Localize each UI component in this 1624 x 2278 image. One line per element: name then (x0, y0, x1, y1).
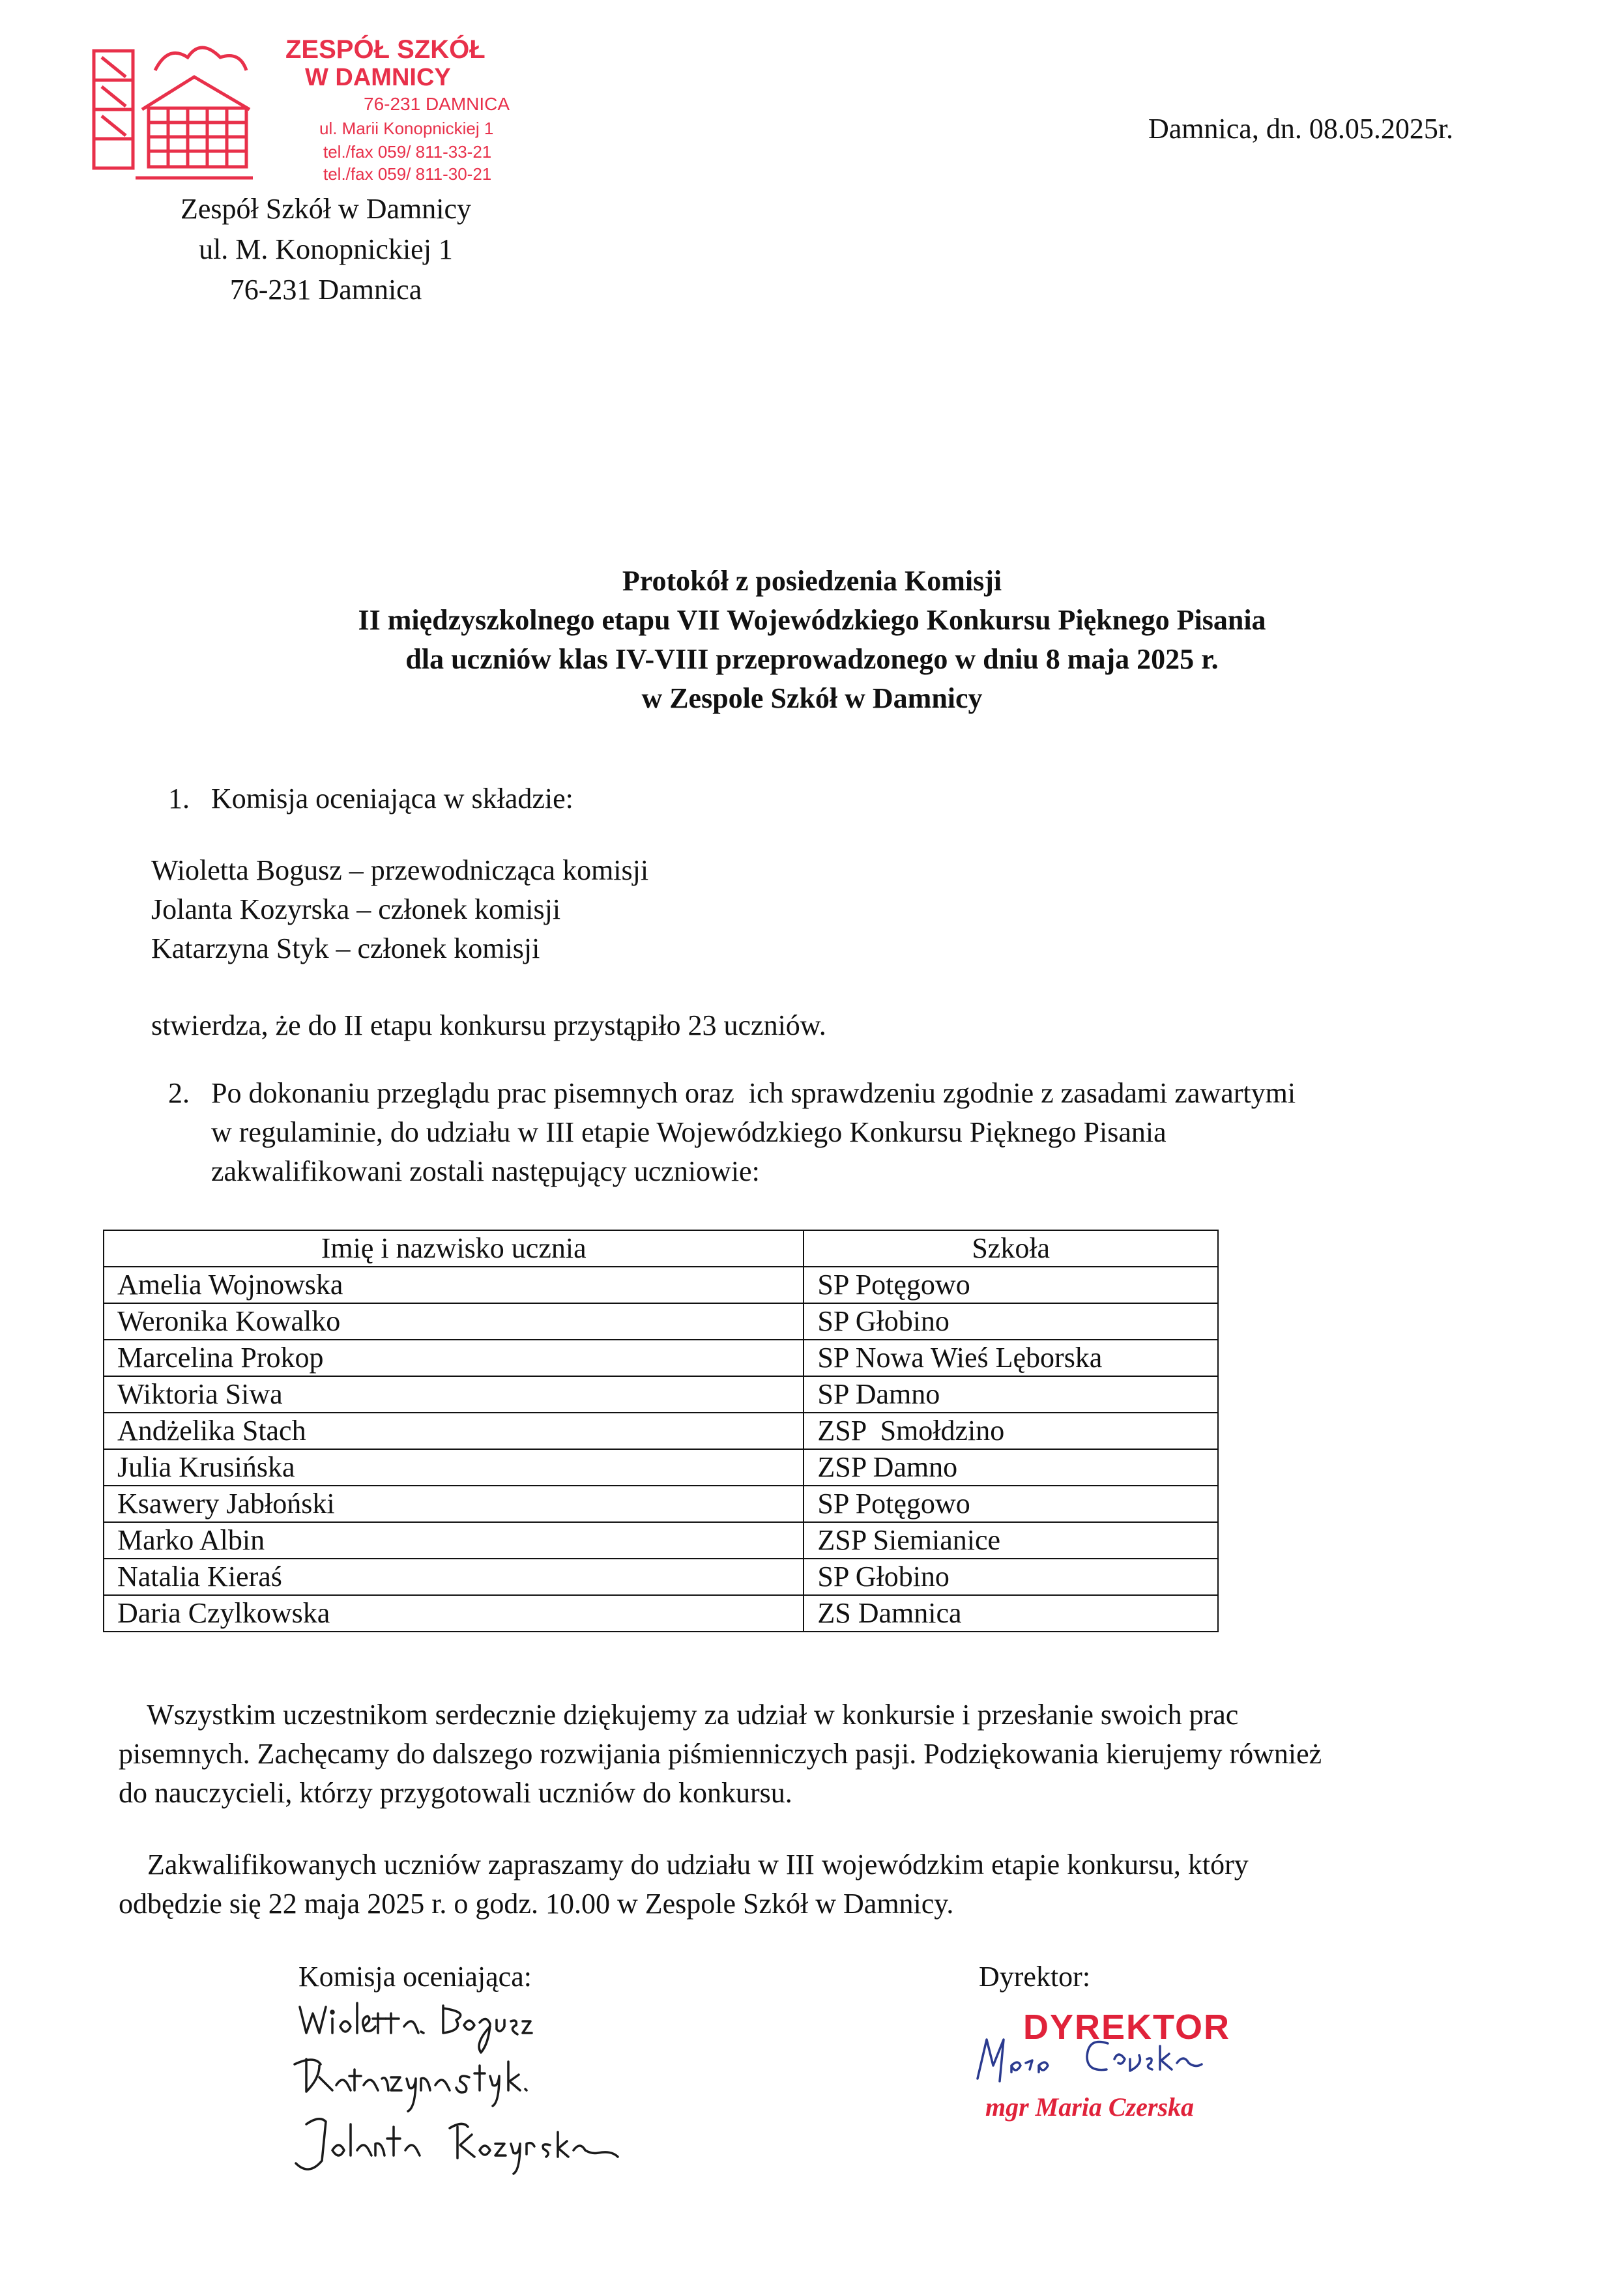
student-school: SP Głobino (804, 1303, 1218, 1340)
student-school: ZS Damnica (804, 1595, 1218, 1632)
student-school: ZSP Damno (804, 1449, 1218, 1486)
committee-member: Wioletta Bogusz – przewodnicząca komisji (151, 854, 649, 886)
signature-katarzyna-styk (295, 2059, 527, 2111)
title-line-2: II międzyszkolnego etapu VII Wojewódzkiego Konkursu Pięknego Pisania (358, 604, 1266, 636)
section-1-heading: 1. Komisja oceniająca w składzie: (168, 783, 573, 815)
title-line-1: Protokół z posiedzenia Komisji (622, 565, 1002, 597)
student-name: Ksawery Jabłoński (104, 1486, 804, 1522)
director-label: Dyrektor: (979, 1961, 1091, 1993)
table-row (104, 1267, 1218, 1303)
table-row (104, 1340, 1218, 1376)
table-row (104, 1376, 1218, 1413)
student-school: SP Potęgowo (804, 1486, 1218, 1522)
table-row (104, 1595, 1218, 1632)
student-school: SP Głobino (804, 1559, 1218, 1595)
table-row (104, 1559, 1218, 1595)
stamp-line-phone1: tel./fax 059/ 811-33-21 (323, 142, 492, 162)
student-name: Daria Czylkowska (104, 1595, 804, 1632)
title-line-4: w Zespole Szkół w Damnicy (641, 682, 983, 714)
student-name: Amelia Wojnowska (104, 1267, 804, 1303)
paragraph-line: odbędzie się 22 maja 2025 r. o godz. 10.00 w Zespole Szkół w Damnicy. (119, 1888, 954, 1920)
column-header-name: Imię i nazwisko ucznia (104, 1230, 804, 1267)
committee-member: Jolanta Kozyrska – członek komisji (151, 893, 561, 925)
table-row (104, 1303, 1218, 1340)
director-stamp-title: DYREKTOR (1023, 2008, 1231, 2047)
student-school: ZSP Smołdzino (804, 1413, 1218, 1449)
committee-member: Katarzyna Styk – członek komisji (151, 932, 540, 964)
sender-city: 76-231 Damnica (229, 274, 422, 306)
table-header-row (104, 1230, 1218, 1267)
student-name: Wiktoria Siwa (104, 1376, 804, 1413)
section-2-line: 2. Po dokonaniu przeglądu prac pisemnych oraz ich sprawdzeniu zgodnie z zasadami zawartymi (168, 1077, 1296, 1109)
paragraph-line: pisemnych. Zachęcamy do dalszego rozwijania piśmienniczych pasji. Podziękowania kierujemy również (119, 1738, 1322, 1770)
student-name: Marko Albin (104, 1522, 804, 1559)
committee-list (151, 851, 648, 968)
student-school: SP Nowa Wieś Lęborska (804, 1340, 1218, 1376)
section-2-line: w regulaminie, do udziału w III etapie Wojewódzkiego Konkursu Pięknego Pisania (211, 1116, 1167, 1148)
thanks-paragraph (119, 1695, 1513, 1813)
sender-address (156, 189, 495, 310)
signature-wioletta-bogusz (300, 2003, 532, 2053)
commission-label: Komisja oceniająca: (298, 1961, 532, 1993)
paragraph-line: do nauczycieli, którzy przygotowali uczniów do konkursu. (119, 1777, 792, 1809)
sender-name: Zespół Szkół w Damnicy (180, 193, 472, 225)
student-name: Marcelina Prokop (104, 1340, 804, 1376)
document-title (0, 562, 1624, 718)
student-school: ZSP Siemianice (804, 1522, 1218, 1559)
title-line-3: dla uczniów klas IV-VIII przeprowadzonego w dniu 8 maja 2025 r. (405, 643, 1219, 675)
stamp-line-street: ul. Marii Konopnickiej 1 (319, 119, 494, 138)
school-building-stamp-icon (90, 31, 259, 194)
invitation-paragraph (119, 1845, 1513, 1924)
director-stamp-name: mgr Maria Czerska (985, 2092, 1195, 2122)
stamp-line-town: W DAMNICY (305, 64, 451, 91)
student-name: Andżelika Stach (104, 1413, 804, 1449)
stamp-line-postcode: 76-231 DAMNICA (364, 94, 510, 114)
director-stamp (971, 2007, 1258, 2137)
section-2-line: zakwalifikowani zostali następujący uczniowie: (211, 1155, 760, 1187)
student-name: Julia Krusińska (104, 1449, 804, 1486)
place-date: Damnica, dn. 08.05.2025r. (1148, 113, 1454, 145)
student-school: SP Damno (804, 1376, 1218, 1413)
commission-signatures (287, 1994, 743, 2209)
section-1-result: stwierdza, że do II etapu konkursu przystąpiło 23 uczniów. (151, 1009, 826, 1041)
stamp-line-school: ZESPÓŁ SZKÓŁ (285, 35, 486, 64)
table-row (104, 1449, 1218, 1486)
sender-street: ul. M. Konopnickiej 1 (199, 233, 453, 265)
student-name: Weronika Kowalko (104, 1303, 804, 1340)
table-row (104, 1413, 1218, 1449)
qualified-students-table (103, 1230, 1219, 1632)
director-signature (971, 2020, 1258, 2092)
table-row (104, 1522, 1218, 1559)
section-2-text (168, 1074, 1296, 1191)
table-row (104, 1486, 1218, 1522)
paragraph-line: Wszystkim uczestnikom serdecznie dziękujemy za udział w konkursie i przesłanie swoich prac (119, 1699, 1239, 1731)
student-name: Natalia Kieraś (104, 1559, 804, 1595)
student-school: SP Potęgowo (804, 1267, 1218, 1303)
paragraph-line: Zakwalifikowanych uczniów zapraszamy do udziału w III wojewódzkim etapie konkursu, który (119, 1849, 1249, 1881)
stamp-line-phone2: tel./fax 059/ 811-30-21 (323, 164, 492, 184)
column-header-school: Szkoła (804, 1230, 1218, 1267)
school-stamp (90, 31, 533, 194)
signature-jolanta-kozyrska (296, 2119, 618, 2174)
